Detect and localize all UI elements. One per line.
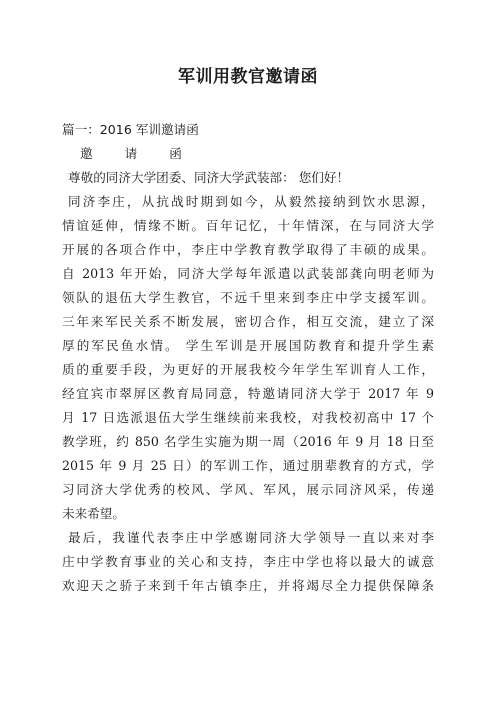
paragraph-line: 开展的各项合作中，李庄中学教育教学取得了丰硕的成果。	[62, 242, 434, 257]
paragraph-line: 习同济大学优秀的校风、学风、军风，展示同济风采，传递	[62, 482, 434, 497]
paragraph-line: 厚的军民鱼水情。 学生军训是开展国防教育和提升学生素	[62, 338, 434, 353]
document-title: 军训用教官邀请函	[178, 67, 318, 87]
paragraph-line: 未来希望。	[62, 506, 125, 521]
section-heading: 篇一：2016 军训邀请函	[62, 122, 199, 137]
paragraph-line: 同济李庄，从抗战时期到如今，从毅然接纳到饮水思源，	[68, 194, 434, 209]
paragraph-line: 自 2013 年开始，同济大学每年派遣以武装部龚向明老师为	[62, 266, 434, 281]
paragraph-line: 最后，我谨代表李庄中学感谢同济大学领导一直以来对李	[68, 530, 434, 545]
paragraph-line: 教学班，约 850 名学生实施为期一周（2016 年 9 月 18 日至	[62, 434, 434, 449]
paragraph-line: 质的重要手段，为更好的开展我校今年学生军训育人工作，	[62, 362, 434, 377]
paragraph-line: 情谊延伸，情缘不断。百年记忆，十年情深，在与同济大学	[62, 218, 434, 233]
paragraph-line: 三年来军民关系不断发展，密切合作，相互交流，建立了深	[62, 314, 434, 329]
invitation-heading: 邀 请 函	[80, 146, 196, 161]
paragraph-line: 欢迎天之骄子来到千年古镇李庄，并将竭尽全力提供保障条	[62, 578, 434, 593]
paragraph-line: 庄中学教育事业的关心和支持，李庄中学也将以最大的诚意	[62, 554, 434, 569]
paragraph-line: 2015 年 9 月 25 日）的军训工作，通过朋辈教育的方式，学	[62, 458, 434, 473]
paragraph-line: 经宜宾市翠屏区教育局同意，特邀请同济大学于 2017 年 9	[62, 386, 434, 401]
salutation-line: 尊敬的同济大学团委、同济大学武装部： 您们好！	[68, 170, 350, 185]
paragraph-line: 月 17 日选派退伍大学生继续前来我校，对我校初高中 17 个	[62, 410, 434, 425]
document-body	[62, 118, 434, 598]
paragraph-line: 领队的退伍大学生教官，不远千里来到李庄中学支援军训。	[62, 290, 434, 305]
